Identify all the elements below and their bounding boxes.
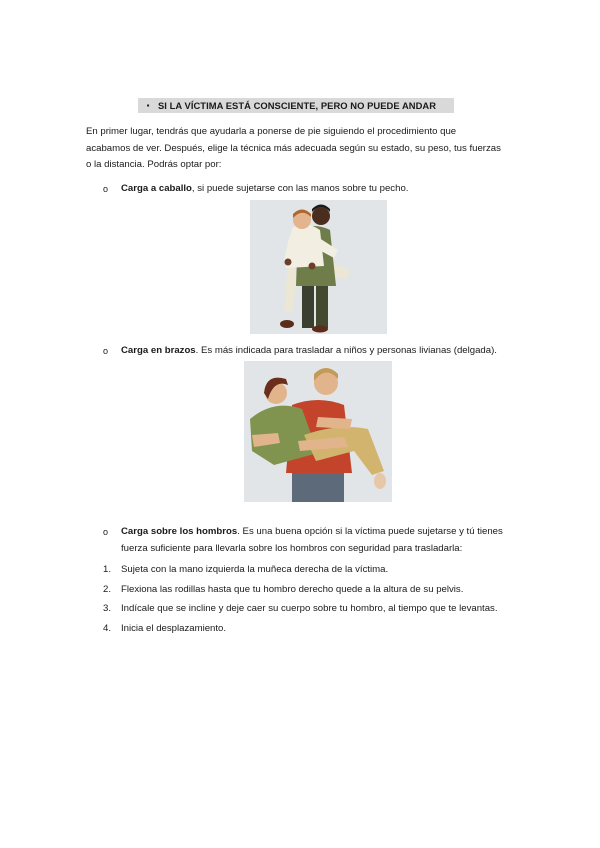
list-item: [103, 601, 523, 618]
option-text: . Es una buena opción si la víctima puede sujetarse y tú tienes fuerza suficiente para llevarla sobre los hombros con seguridad para trasladarla:: [121, 526, 503, 554]
section-heading-text: SI LA VÍCTIMA ESTÁ CONSCIENTE, PERO NO PUEDE ANDAR: [158, 100, 437, 111]
circle-bullet-icon: o: [103, 346, 109, 356]
step-number: 4.: [103, 622, 112, 634]
option-title: Carga sobre los hombros: [121, 526, 238, 537]
step-number: 1.: [103, 564, 112, 575]
piggyback-carry-illustration: [250, 200, 387, 334]
arms-carry-illustration: [244, 361, 392, 502]
list-item: [103, 582, 523, 599]
square-bullet-icon: ▪: [146, 101, 150, 110]
option-carga-sobre-los-hombros: [103, 524, 523, 557]
option-title: Carga en brazos: [121, 345, 196, 356]
intro-line: acabamos de ver. Después, elige la técnica más adecuada según su estado, su peso, tus fuerzas: [86, 142, 501, 154]
option-carga-a-caballo: [103, 181, 523, 198]
circle-bullet-icon: o: [103, 184, 109, 194]
circle-bullet-icon: o: [103, 527, 109, 537]
list-item: [103, 621, 523, 638]
step-text: Inicia el desplazamiento.: [121, 622, 227, 634]
section-heading: [138, 98, 454, 113]
option-title: Carga a caballo: [121, 183, 192, 194]
step-text: Indícale que se incline y deje caer su cuerpo sobre tu hombro, al tiempo que te levantas.: [121, 603, 498, 614]
option-carga-en-brazos: [103, 343, 523, 360]
step-text: Sujeta con la mano izquierda la muñeca derecha de la víctima.: [121, 564, 389, 575]
option-text: . Es más indicada para trasladar a niños y personas livianas (delgada).: [195, 345, 497, 356]
intro-line: o la distancia. Podrás optar por:: [86, 159, 222, 170]
step-number: 2.: [103, 583, 112, 595]
step-number: 3.: [103, 603, 112, 614]
intro-paragraph: [86, 124, 516, 174]
intro-line: En primer lugar, tendrás que ayudarla a ponerse de pie siguiendo el procedimiento que: [86, 126, 457, 137]
steps-list: [103, 562, 523, 640]
step-text: Flexiona las rodillas hasta que tu hombro derecho quede a la altura de su pelvis.: [121, 583, 464, 595]
list-item: [103, 562, 523, 579]
option-text: , si puede sujetarse con las manos sobre tu pecho.: [191, 183, 409, 194]
